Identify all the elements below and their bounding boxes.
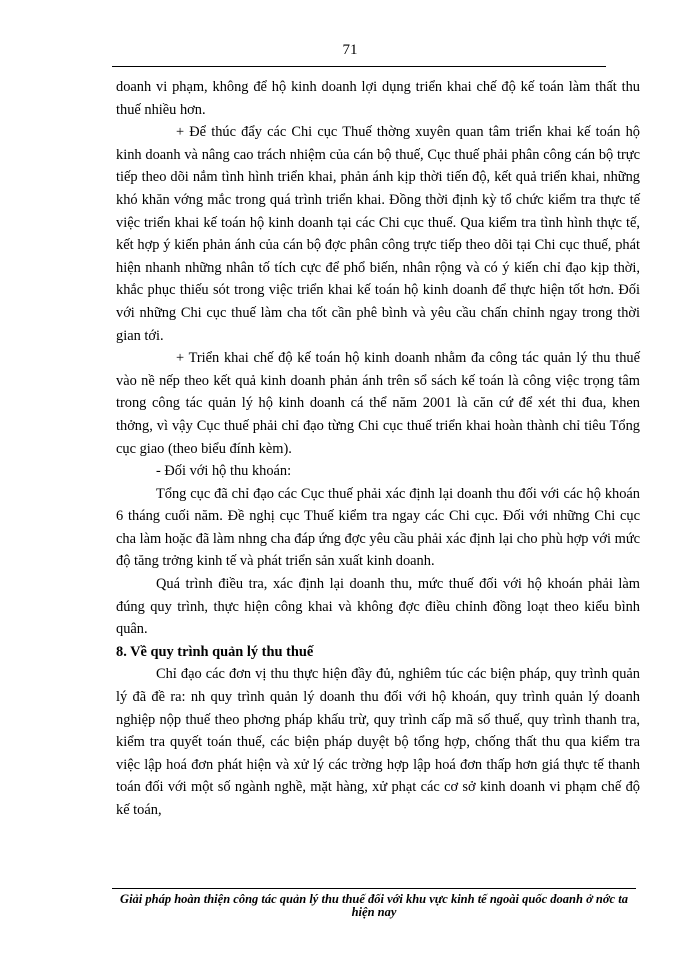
paragraph: - Đối với hộ thu khoán: bbox=[156, 463, 292, 480]
paragraph: Chỉ đạo các đơn vị thu thực hiện đầy đủ, nghiêm túc các biện pháp, quy trình quản lý đã đề ra: nh quy trình quản lý doanh thu đối với hộ khoán, quy trình quản lý doanh nghiệp nộp thuế theo phơng pháp khấu trừ, quy trình cấp mã số thuế, quy trình thanh tra, kiểm tra quyết toán thuế, các biện pháp duyệt bộ tổng hợp, chống thất thu qua kiểm tra việc lập hoá đơn phát hiện và xử lý các trờng hợp lập hoá đơn thấp hơn giá thực tế thanh toán đối với một số ngành nghề, mặt hàng, xử phạt các cơ sở kinh doanh vi phạm chế độ kế toán, bbox=[116, 666, 640, 818]
paragraph: doanh vi phạm, không để hộ kinh doanh lợi dụng triển khai chế độ kế toán làm thất thu thuế nhiều hơn. bbox=[116, 79, 640, 118]
page-number: 71 bbox=[342, 42, 358, 58]
footer-title: Giải pháp hoàn thiện công tác quản lý thu thuế đối với khu vực kinh tế ngoài quốc doanh ở nớc ta hiện nay bbox=[120, 893, 628, 919]
header-divider bbox=[112, 66, 606, 67]
paragraph: Tổng cục đã chỉ đạo các Cục thuế phải xác định lại doanh thu đối với các hộ khoán 6 tháng cuối năm. Đề nghị cục Thuế kiểm tra ngay các Chi cục. Đối với những Chi cục cha làm hoặc đã làm nhng cha đáp ứng đợc yêu cầu phải xác định lại cho phù hợp với mức độ tăng trởng kinh tế và phát triển sản xuất kinh doanh. bbox=[116, 485, 640, 570]
section-heading: 8. Về quy trình quản lý thu thuế bbox=[116, 643, 314, 660]
paragraph: Quá trình điều tra, xác định lại doanh thu, mức thuế đối với hộ khoán phải làm đúng quy trình, thực hiện công khai và không đợc điều chỉnh đồng loạt theo kiểu bình quân. bbox=[116, 576, 640, 638]
paragraph: + Triển khai chế độ kế toán hộ kinh doanh nhằm đa công tác quản lý thu thuế vào nề nếp theo kết quả kinh doanh phản ánh trên sổ sách kế toán là công việc trọng tâm trong công tác quản lý hộ kinh doanh cá thể năm 2001 là căn cứ để xét thi đua, khen thởng, vì vậy Cục thuế phải chỉ đạo từng Chi cục thuế triển khai hoàn thành chỉ tiêu Tổng cục giao (theo biểu đính kèm). bbox=[116, 350, 640, 457]
paragraph: + Để thúc đẩy các Chi cục Thuế thờng xuyên quan tâm triển khai kế toán hộ kinh doanh và nâng cao trách nhiệm của cán bộ thuế, Cục thuế phải phân công cán bộ trực tiếp theo dõi nắm tình hình triển khai, phản ánh kịp thời tiến độ, kết quả triển khai, những khó khăn vớng mắc trong quá trình triển khai. Đồng thời định kỳ tổ chức kiểm tra thực tế việc triển khai kế toán hộ kinh doanh tại các Chi cục thuế. Qua kiểm tra tình hình thực tế, kết hợp ý kiến phản ánh của cán bộ đợc phân công trực tiếp theo dõi tại Chi cục thuế, phát hiện nhanh những nhân tố tích cực để phổ biến, nhân rộng và có ý kiến chỉ đạo kịp thời, khắc phục thiếu sót trong việc triển khai kế toán hộ kinh doanh để thực hiện tốt hơn. Đối với những Chi cục thuế làm cha tốt cần phê bình và yêu cầu chấn chỉnh ngay trong thời gian tới. bbox=[116, 124, 640, 344]
footer-divider bbox=[112, 888, 636, 889]
document-body bbox=[116, 76, 640, 822]
